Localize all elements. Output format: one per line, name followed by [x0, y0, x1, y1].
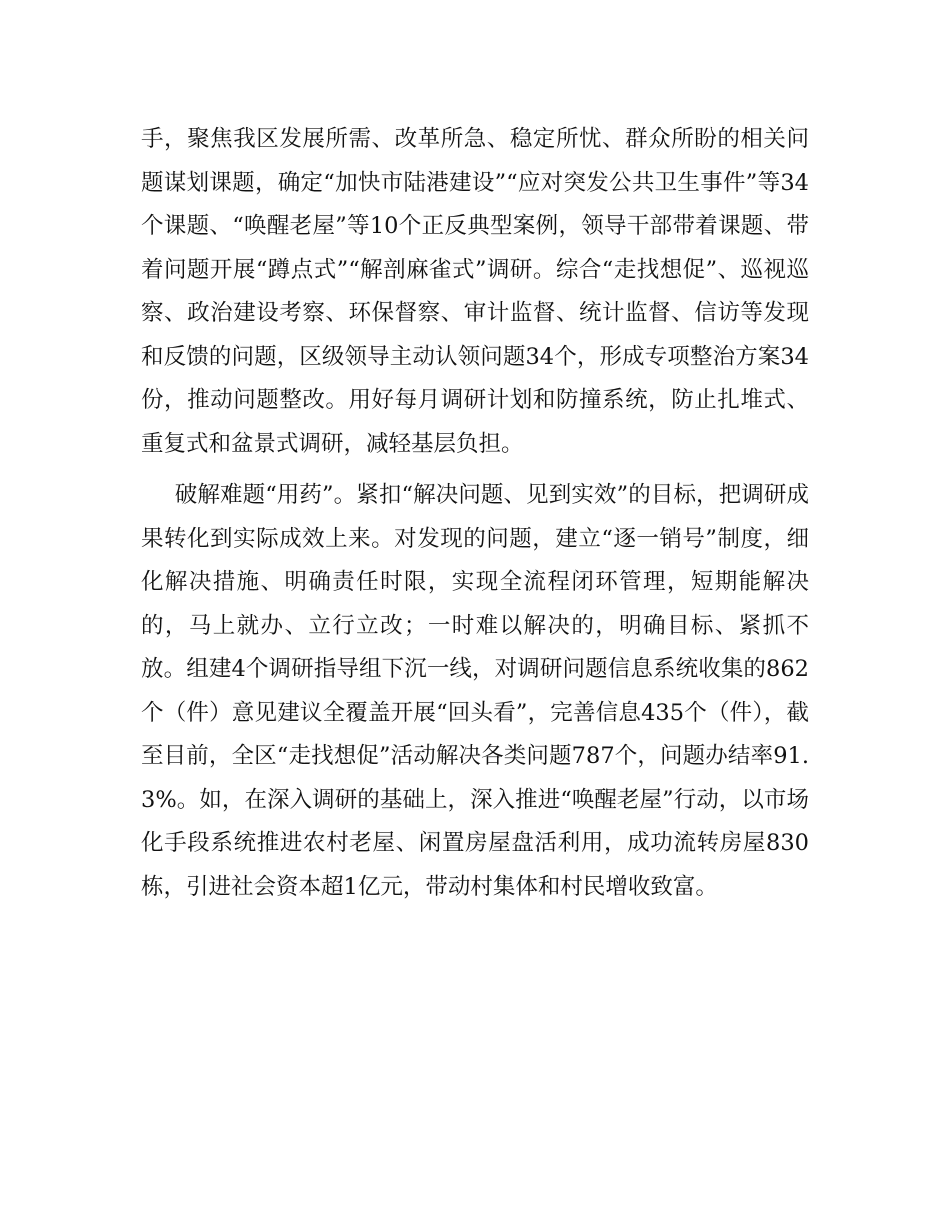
paragraph-solving-problems: 破解难题“用药”。紧扣“解决问题、见到实效”的目标，把调研成果转化到实际成效上来。对发现的问题，建立“逐一销号”制度，细化解决措施、明确责任时限，实现全流程闭环管理，短期能解决的，马上就办、立行立改；一时难以解决的，明确目标、紧抓不放。组建4个调研指导组下沉一线，对调研问题信息系统收集的862个（件）意见建议全覆盖开展“回头看”，完善信息435个（件），截至目前，全区“走找想促”活动解决各类问题787个，问题办结率91.3%。如，在深入调研的基础上，深入推进“唤醒老屋”行动，以市场化手段系统推进农村老屋、闲置房屋盘活利用，成功流转房屋830栋，引进社会资本超1亿元，带动村集体和村民增收致富。 [141, 482, 809, 900]
document-body [141, 118, 809, 909]
paragraph-continuation: 手，聚焦我区发展所需、改革所急、稳定所忧、群众所盼的相关问题谋划课题，确定“加快市陆港建设”“应对突发公共卫生事件”等34个课题、“唤醒老屋”等10个正反典型案例，领导干部带着课题、带着问题开展“蹲点式”“解剖麻雀式”调研。综合“走找想促”、巡视巡察、政治建设考察、环保督察、审计监督、统计监督、信访等发现和反馈的问题，区级领导主动认领问题34个，形成专项整治方案34份，推动问题整改。用好每月调研计划和防撞系统，防止扎堆式、重复式和盆景式调研，减轻基层负担。 [141, 126, 809, 457]
